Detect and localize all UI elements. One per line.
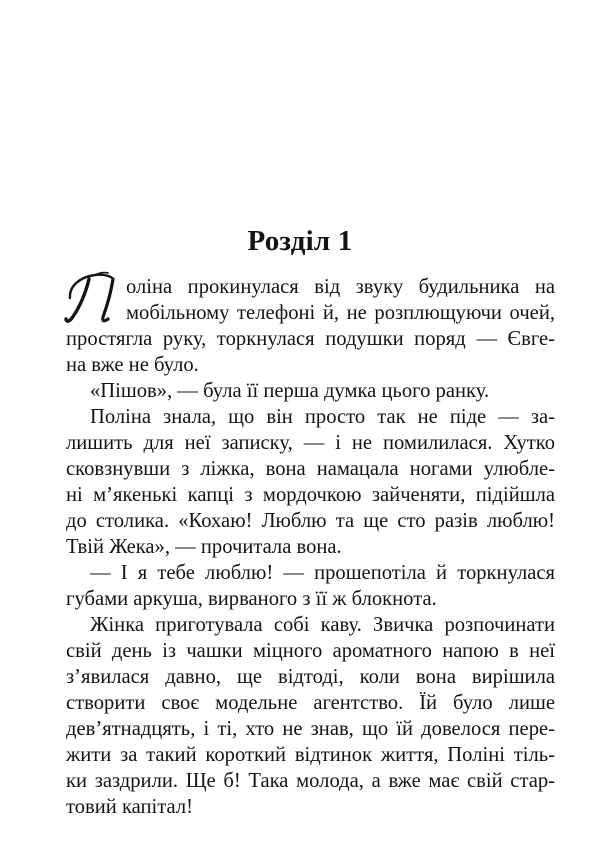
text-line: свій день із чашки міцного ароматного напою в неї: [66, 640, 555, 662]
text-line: дев’ятнадцять, і ті, хто не знав, що їй довелося пере-: [66, 718, 555, 740]
text-line: мобільному телефоні й, не розплющуючи очей,: [126, 302, 555, 324]
text-line: з’явилася давно, ще відтоді, коли вона вирішила: [66, 666, 555, 688]
text-line: ки заздрили. Ще б! Така молода, а вже має свій стар-: [66, 770, 555, 792]
text-line: — І я тебе люблю! — прошепотіла й торкнулася: [90, 562, 555, 584]
text-line: до столика. «Кохаю! Люблю та ще сто разів люблю!: [66, 510, 555, 532]
text-line: простягла руку, торкнулася подушки поряд — Євге-: [66, 328, 555, 350]
text-line: товий капітал!: [66, 796, 193, 818]
text-line: оліна прокинулася від звуку будильника на: [126, 276, 555, 298]
drop-cap-letter: [64, 262, 126, 328]
chapter-title: Розділ 1: [247, 225, 353, 257]
text-line: жити за такий короткий відтинок життя, Поліні тіль-: [66, 744, 555, 766]
text-line: сковзнувши з ліжка, вона намацала ногами улюбле-: [66, 458, 555, 480]
text-line: «Пішов», — була її перша думка цього ранку.: [90, 380, 490, 402]
text-line: Твій Жека», — прочитала вона.: [66, 536, 342, 558]
text-line: Поліна знала, що він просто так не піде — за-: [90, 406, 555, 428]
text-line: Жінка приготувала собі каву. Звичка розпочинати: [90, 614, 555, 636]
text-line: губами аркуша, вирваного з її ж блокнота.: [66, 588, 437, 610]
text-line: на вже не було.: [66, 354, 199, 376]
text-line: лишить для неї записку, — і не помилилася. Хутко: [66, 432, 555, 454]
text-line: ні м’якенькі капці з мордочкою зайченяти, підійшла: [66, 484, 555, 506]
text-line: створити своє модельне агентство. Їй було лише: [66, 692, 555, 714]
